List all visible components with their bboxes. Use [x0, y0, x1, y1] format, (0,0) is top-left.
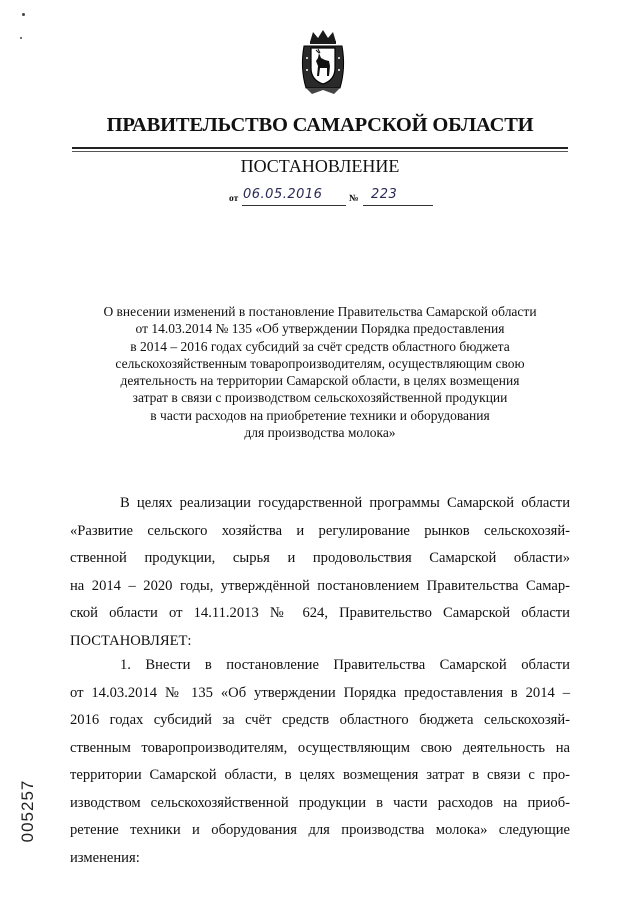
paragraph-line: изменения: — [70, 849, 140, 866]
paragraph-line: от 14.03.2014 № 135 «Об утверждении Порядка предоставления в 2014 – — [70, 684, 570, 701]
paragraph-line: В целях реализации государственной программы Самарской области — [120, 495, 570, 511]
scan-speck — [20, 37, 22, 39]
subject-line: О внесении изменений в постановление Правительства Самарской области — [103, 304, 537, 319]
paragraph-line: 2016 годах субсидий за счёт средств областного бюджета сельскохозяй- — [70, 712, 570, 728]
subject-line: затрат в связи с производством сельскохозяйственной продукции — [132, 390, 508, 406]
scan-speck — [22, 13, 25, 16]
date-prefix: от — [229, 194, 239, 204]
paragraph-line: территории Самарской области, в целях возмещения затрат в связи с про- — [70, 767, 570, 783]
margin-stamp — [16, 770, 40, 852]
number-underline — [363, 205, 433, 206]
date-number-line — [229, 186, 449, 210]
subject-line: сельскохозяйственным товаропроизводителям, осуществляющим свою — [115, 355, 525, 371]
paragraph-line: ретение техники и оборудования для производства молока» следующие — [70, 822, 570, 838]
paragraph-line: ПОСТАНОВЛЯЕТ: — [70, 632, 192, 649]
paragraph-line: 1. Внести в постановление Правительства Самарской области — [120, 657, 570, 673]
subject-line: деятельность на территории Самарской области, в целях возмещения — [120, 373, 520, 389]
government-title: ПРАВИТЕЛЬСТВО САМАРСКОЙ ОБЛАСТИ — [106, 114, 534, 136]
date-underline — [242, 205, 346, 206]
paragraph-line: ственным товаропроизводителям, осуществляющим свою деятельность на — [70, 739, 570, 756]
paragraph-line: «Развитие сельского хозяйства и регулирование рынков сельскохозяй- — [70, 522, 570, 539]
subject-line: в 2014 – 2016 годах субсидий за счёт средств областного бюджета — [130, 338, 510, 354]
date-value: 06.05.2016 — [243, 187, 323, 202]
paragraph-line: изводством сельскохозяйственной продукции в части расходов на приоб- — [70, 794, 570, 811]
paragraph-line: ственной продукции, сырья и продовольствия Самарской области» — [70, 550, 570, 566]
number-value: 223 — [371, 187, 398, 202]
samara-coat-of-arms-icon — [298, 28, 348, 94]
document-type: ПОСТАНОВЛЕНИЕ — [240, 156, 400, 176]
subject-line: в части расходов на приобретение техники и оборудования — [150, 407, 490, 423]
paragraph-line: на 2014 – 2020 годы, утверждённой постановлением Правительства Самар- — [70, 577, 570, 594]
number-prefix: № — [349, 194, 359, 204]
margin-stamp-number: 005257 — [18, 779, 37, 843]
header-rule-thin — [72, 151, 568, 152]
document-subject — [70, 303, 570, 441]
header-rule-thick — [72, 147, 568, 149]
item-1-paragraph — [70, 652, 570, 872]
preamble-paragraph — [70, 490, 570, 655]
paragraph-line: ской области от 14.11.2013 № 624, Правительство Самарской области — [70, 605, 570, 621]
subject-line: от 14.03.2014 № 135 «Об утверждении Порядка предоставления — [135, 321, 505, 337]
subject-line: для производства молока» — [244, 425, 396, 441]
